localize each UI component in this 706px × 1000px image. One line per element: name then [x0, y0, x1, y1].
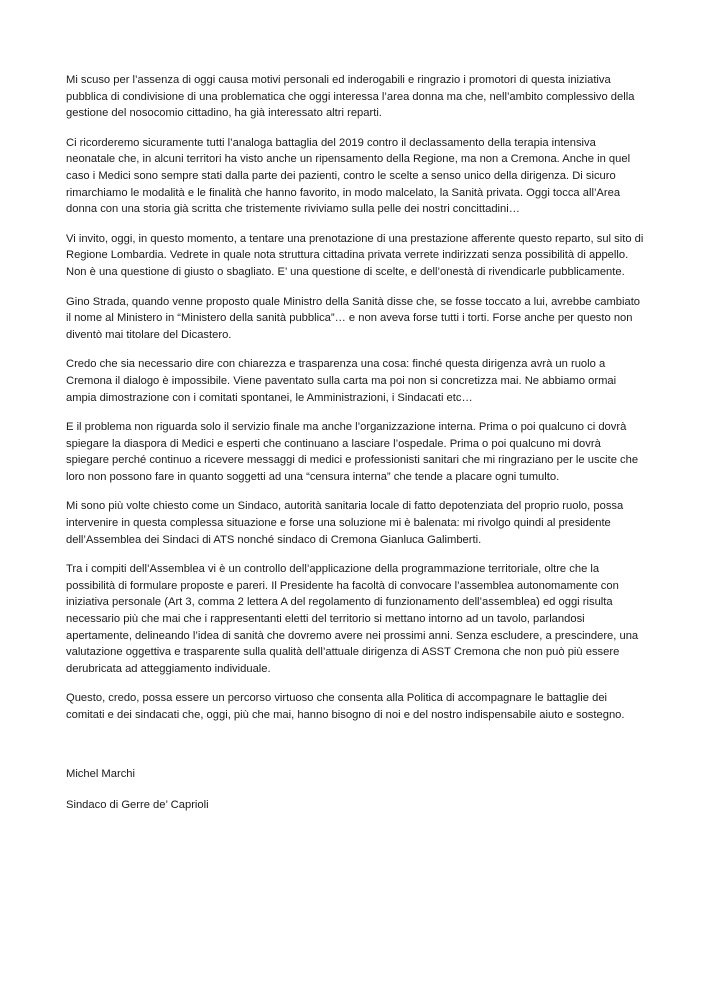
paragraph-3: Vi invito, oggi, in questo momento, a tentare una prenotazione di una prestazione afferente questo reparto, sul sito di Regione Lombardia. Vedrete in quale nota struttura cittadina privata verrete indirizzati senza possibilità di appello. Non è una questione di giusto o sbagliato. E’ una questione di scelte, e dell’onestà di rivendicarle pubblicamente. — [66, 232, 644, 278]
letter-body — [66, 72, 646, 827]
signature-name: Michel Marchi — [66, 767, 136, 780]
paragraph-8: Tra i compiti dell’Assemblea vi è un controllo dell’applicazione della programmazione territoriale, oltre che la possibilità di formulare proposte e pareri. Il Presidente ha facoltà di convocare l’assemblea autonomamente con iniziativa personale (Art 3, comma 2 lettera A del regolamento di funzionamento dell’assemblea) ed oggi risulta necessario più che mai che i rappresentanti eletti del territorio si mettano intorno ad un tavolo, parlandosi apertamente, delineando l’idea di sanità che dovremo avere nei prossimi anni. Senza escludere, a prescindere, una valutazione oggettiva e trasparente sulla qualità dell’attuale dirigenza di ASST Cremona che non può più essere derubricata ad atteggiamento individuale. — [66, 563, 639, 675]
paragraph-2: Ci ricorderemo sicuramente tutti l’analoga battaglia del 2019 contro il declassamento della terapia intensiva neonatale che, in alcuni territori ha visto anche un ripensamento della Regione, ma non a Cremona. Anche in quel caso i Medici sono sempre stati dalla parte dei pazienti, contro le scelte a senso unico della dirigenza. Di sicuro rimarchiamo le modalità e le finalità che hanno favorito, in modo malcelato, la Sanità privata. Oggi tocca all’Area donna con una storia già scritta che tristemente riviviamo sulla pelle dei nostri concittadini… — [66, 136, 631, 216]
paragraph-4: Gino Strada, quando venne proposto quale Ministro della Sanità disse che, se fosse toccato a lui, avrebbe cambiato il nome al Ministero in “Ministero della sanità pubblica”… e non aveva forse tutti i torti. Forse anche per questo non diventò mai titolare del Dicastero. — [66, 295, 641, 341]
signature-title: Sindaco di Gerre de’ Caprioli — [66, 799, 209, 812]
paragraph-1: Mi scuso per l’assenza di oggi causa motivi personali ed inderogabili e ringrazio i promotori di questa iniziativa pubblica di condivisione di una problematica che oggi interessa l’area donna ma che, nell’ambito complessivo della gestione del nosocomio cittadino, ha già interessato altri reparti. — [66, 74, 635, 120]
paragraph-9: Questo, credo, possa essere un percorso virtuoso che consenta alla Politica di accompagnare le battaglie dei comitati e dei sindacati che, oggi, più che mai, hanno bisogno di noi e del nostro indispensabile aiuto e sostegno. — [66, 692, 625, 721]
paragraph-5: Credo che sia necessario dire con chiarezza e trasparenza una cosa: finché questa dirigenza avrà un ruolo a Cremona il dialogo è impossibile. Viene paventato sulla carta ma poi non si concretizza mai. Ne abbiamo ormai ampia dimostrazione con i comitati spontanei, le Amministrazioni, i Sindacati etc… — [66, 358, 617, 404]
paragraph-6: E il problema non riguarda solo il servizio finale ma anche l’organizzazione interna. Prima o poi qualcuno ci dovrà spiegare la diaspora di Medici e esperti che continuano a lasciare l’ospedale. Prima o poi qualcuno mi dovrà spiegare perché continuo a ricevere messaggi di medici e professionisti sanitari che mi ringraziano per le uscite che loro non possono fare in quanto soggetti ad una “censura interna” che tende a placare ogni tumulto. — [66, 421, 639, 483]
paragraph-7: Mi sono più volte chiesto come un Sindaco, autorità sanitaria locale di fatto depotenziata del proprio ruolo, possa intervenire in questa complessa situazione e forse una soluzione mi è balenata: mi rivolgo quindi al presidente dell’Assemblea dei Sindaci di ATS nonché sindaco di Cremona Gianluca Galimberti. — [66, 500, 624, 546]
